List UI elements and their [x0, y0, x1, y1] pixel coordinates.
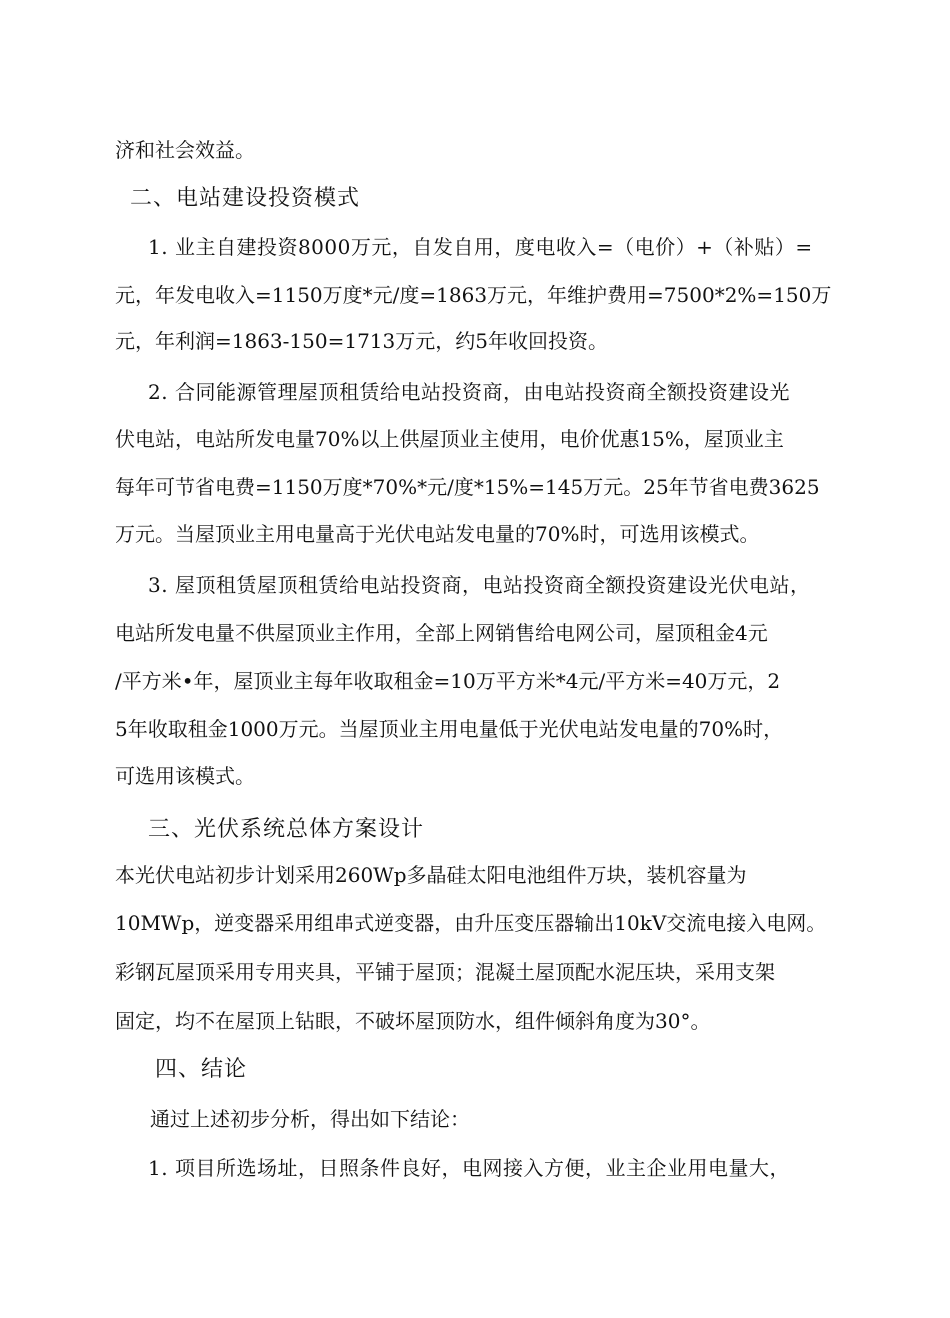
paragraph-line: 通过上述初步分析，得出如下结论：	[150, 1107, 470, 1131]
paragraph-line: 3. 屋顶租赁屋顶租赁给电站投资商，电站投资商全额投资建设光伏电站，	[148, 573, 811, 597]
paragraph-line: /平方米•年，屋顶业主每年收取租金=10万平方米*4元/平方米=40万元，2	[115, 669, 781, 693]
paragraph-line: 每年可节省电费=1150万度*70%*元/度*15%=145万元。25年节省电费3625	[115, 475, 820, 499]
paragraph-line: 元，年利润=1863-150=1713万元，约5年收回投资。	[115, 329, 608, 353]
paragraph-line: 电站所发电量不供屋顶业主作用，全部上网销售给电网公司，屋顶租金4元	[115, 621, 768, 645]
paragraph-line: 本光伏电站初步计划采用260Wp多晶硅太阳电池组件万块，装机容量为	[115, 863, 747, 887]
paragraph-line: 1. 项目所选场址，日照条件良好，电网接入方便，业主企业用电量大，	[148, 1156, 790, 1180]
paragraph-line: 彩钢瓦屋顶采用专用夹具，平铺于屋顶；混凝土屋顶配水泥压块，采用支架	[115, 960, 775, 984]
paragraph-line: 元，年发电收入=1150万度*元/度=1863万元，年维护费用=7500*2%=150万	[115, 283, 832, 307]
section-heading-2: 二、电站建设投资模式	[130, 186, 361, 211]
section-heading-3: 三、光伏系统总体方案设计	[148, 817, 425, 842]
paragraph-line: 可选用该模式。	[115, 764, 255, 788]
paragraph-line: 1. 业主自建投资8000万元，自发自用，度电收入=（电价）+（补贴）=	[148, 235, 813, 259]
paragraph-line: 2. 合同能源管理屋顶租赁给电站投资商，由电站投资商全额投资建设光	[148, 380, 790, 404]
paragraph-line: 万元。当屋顶业主用电量高于光伏电站发电量的70%时，可选用该模式。	[115, 522, 760, 546]
paragraph-line: 伏电站，电站所发电量70%以上供屋顶业主使用，电价优惠15%，屋顶业主	[115, 427, 784, 451]
section-heading-4: 四、结论	[155, 1057, 248, 1082]
paragraph-line: 5年收取租金1000万元。当屋顶业主用电量低于光伏电站发电量的70%时，	[115, 717, 784, 741]
paragraph-line: 固定，均不在屋顶上钻眼，不破坏屋顶防水，组件倾斜角度为30°。	[115, 1009, 711, 1033]
paragraph-line: 10MWp，逆变器采用组串式逆变器，由升压变压器输出10kV交流电接入电网。	[115, 911, 827, 935]
paragraph-line: 济和社会效益。	[115, 138, 255, 162]
